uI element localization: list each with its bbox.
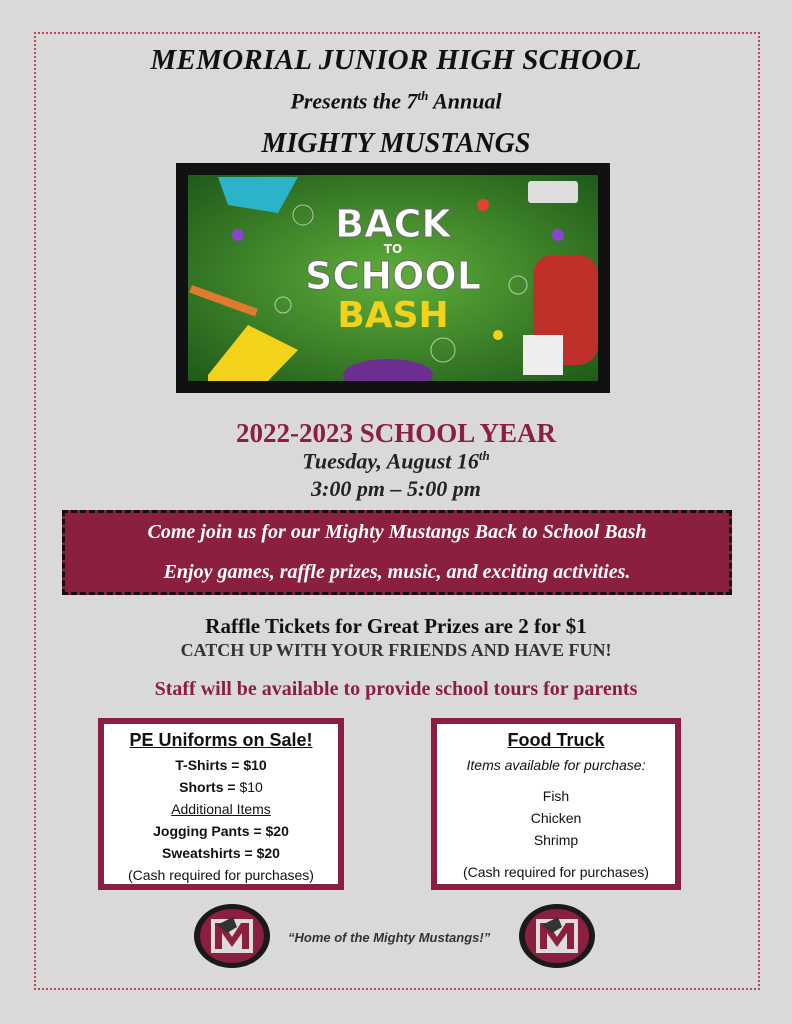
banner-to-text: TO (383, 242, 403, 256)
sweatshirts-price: Sweatshirts = $20 (162, 845, 280, 861)
banner-back-text: BACK (335, 202, 451, 246)
food-box-subtitle: Items available for purchase: (466, 757, 646, 773)
banner-graphic (188, 175, 598, 381)
catch-up-line: CATCH UP WITH YOUR FRIENDS AND HAVE FUN! (180, 640, 612, 660)
banner-bash-text: BASH (337, 295, 449, 336)
pe-cash-note: (Cash required for purchases) (128, 867, 314, 883)
school-year: 2022-2023 SCHOOL YEAR (235, 418, 557, 448)
food-item: Chicken (530, 810, 582, 826)
mustang-logo-right (518, 903, 596, 969)
invite-line-1: Come join us for our Mighty Mustangs Back to School Bash (147, 521, 647, 543)
banner-school-text: SCHOOL (305, 254, 481, 298)
presents-line: Presents the 7th Annual (290, 88, 502, 114)
jogging-pants-price: Jogging Pants = $20 (153, 823, 289, 839)
event-title: MIGHTY MUSTANGS (261, 128, 531, 159)
food-item: Shrimp (533, 832, 579, 848)
additional-items-label: Additional Items (171, 801, 271, 817)
paint-palette-icon (523, 335, 563, 375)
food-cash-note: (Cash required for purchases) (463, 864, 649, 880)
raffle-info: Raffle Tickets for Great Prizes are 2 for $1 (205, 614, 587, 638)
event-date: Tuesday, August 16th (302, 448, 490, 474)
school-name: MEMORIAL JUNIOR HIGH SCHOOL (150, 44, 642, 76)
event-time: 3:00 pm – 5:00 pm (311, 476, 481, 501)
shorts-price: Shorts = $10 (179, 779, 263, 795)
invite-line-2: Enjoy games, raffle prizes, music, and exciting activities. (163, 561, 631, 583)
pe-box-title: PE Uniforms on Sale! (129, 730, 313, 750)
pe-uniforms-box (98, 718, 344, 890)
food-box-title: Food Truck (507, 730, 605, 750)
food-truck-box (431, 718, 681, 890)
food-item: Fish (542, 788, 570, 804)
calculator-icon (528, 181, 578, 203)
mustang-logo-left (193, 903, 271, 969)
footer-tagline: “Home of the Mighty Mustangs!” (288, 930, 491, 945)
back-to-school-banner (176, 163, 610, 393)
invite-banner (62, 510, 732, 595)
tshirts-price: T-Shirts = $10 (175, 757, 267, 773)
staff-tours-line: Staff will be available to provide school tours for parents (154, 678, 638, 700)
